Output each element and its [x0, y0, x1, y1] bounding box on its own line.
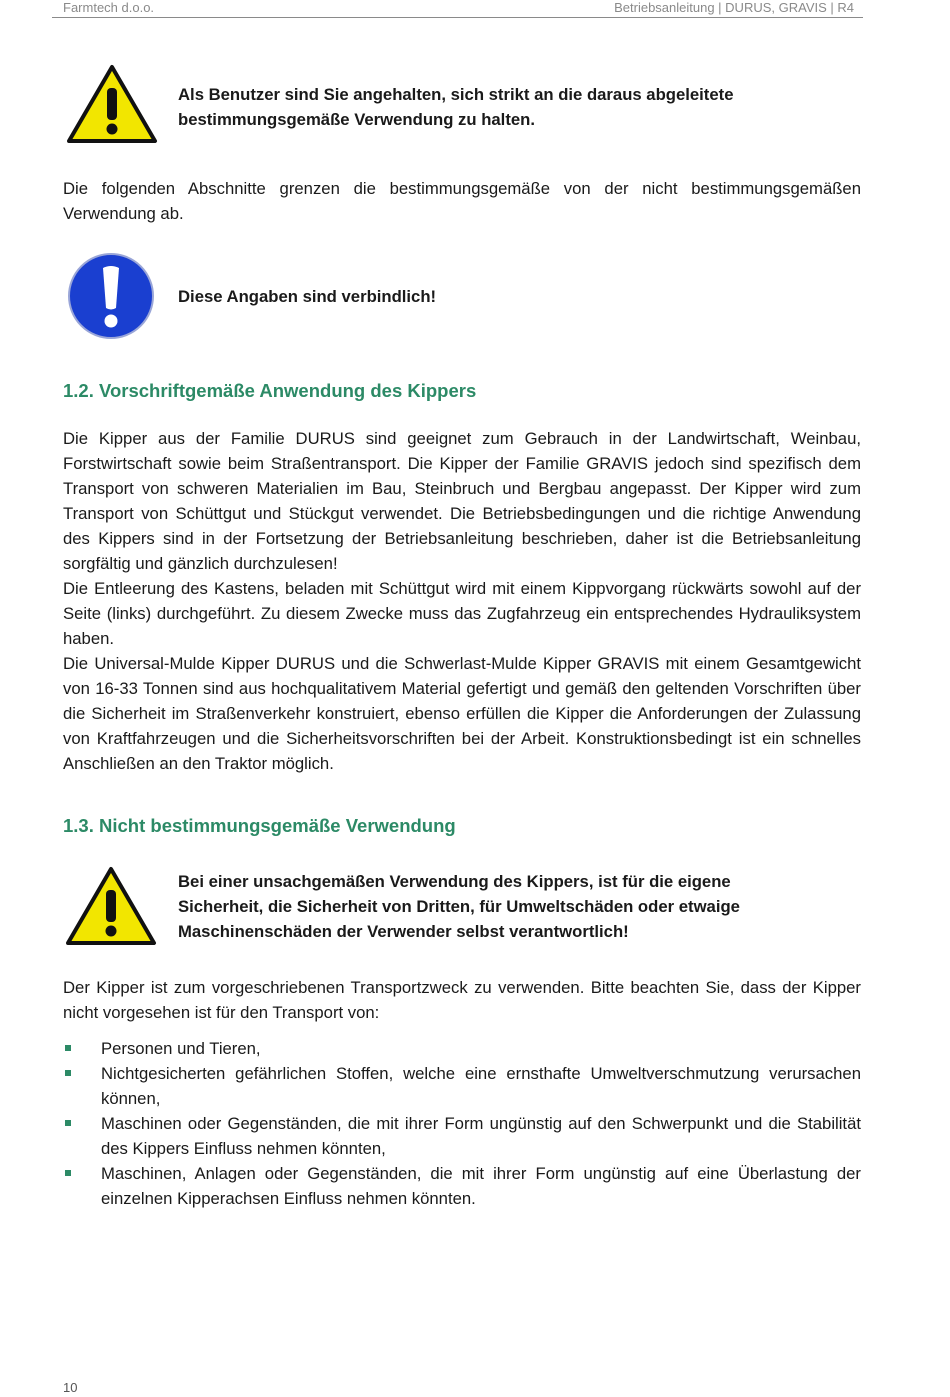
bullet-square-icon	[65, 1045, 71, 1051]
not-permitted-transport-list	[63, 1036, 861, 1211]
list-item: Personen und Tieren,	[63, 1036, 861, 1061]
bullet-square-icon	[65, 1120, 71, 1126]
header-company: Farmtech d.o.o.	[63, 0, 155, 15]
warning-note-misuse: Bei einer unsachgemäßen Verwendung des Kippers, ist für die eigene Sicherheit, die Sicherheit von Dritten, für Umweltschäden oder etwaige Maschinenschäden der Verwender selbst verantwortlich!	[178, 872, 740, 941]
header-document-title: Betriebsanleitung | DURUS, GRAVIS | R4	[614, 0, 854, 15]
section-1-2-paragraph-3: Die Universal-Mulde Kipper DURUS und die Schwerlast-Mulde Kipper GRAVIS mit einem Gesamtgewicht von 16-33 Tonnen sind aus hochqualitativem Material gefertigt und gemäß den geltenden Vorschriften über die Sicherheit im Straßenverkehr konstruiert, ebenso erfüllen die Kipper die Anforderungen der Zulassung von Kraftfahrzeugen und die Sicherheitsvorschriften bei der Arbeit. Konstruktionsbedingt ist ein schnelles Anschließen an den Traktor möglich.	[63, 654, 861, 773]
bullet-square-icon	[65, 1170, 71, 1176]
list-item: Nichtgesicherten gefährlichen Stoffen, welche eine ernsthafte Umweltverschmutzung verursachen können,	[63, 1061, 861, 1111]
warning-triangle-icon	[66, 64, 158, 144]
section-1-2-paragraph-2: Die Entleerung des Kastens, beladen mit Schüttgut wird mit einem Kippvorgang rückwärts sowohl auf der Seite (links) durchgeführt. Zu diesem Zwecke muss das Zugfahrzeug ein entsprechendes Hydrauliksystem haben.	[63, 579, 861, 648]
list-item: Maschinen, Anlagen oder Gegenständen, die mit ihrer Form ungünstig auf eine Überlastung der einzelnen Kipperachsen Einfluss nehmen könnten.	[63, 1161, 861, 1211]
info-note-text: Diese Angaben sind verbindlich!	[178, 287, 437, 306]
section-1-2-body	[63, 426, 861, 776]
info-exclamation-icon	[67, 252, 155, 340]
section-1-3-paragraph: Der Kipper ist zum vorgeschriebenen Transportzweck zu verwenden. Bitte beachten Sie, dass der Kipper nicht vorgesehen ist für den Transport von:	[63, 978, 861, 1022]
warning-note-usage: Als Benutzer sind Sie angehalten, sich strikt an die daraus abgeleitete bestimmungsgemäße Verwendung zu halten.	[178, 85, 734, 129]
warning-triangle-icon	[65, 866, 157, 946]
page-header	[52, 0, 863, 18]
list-item: Maschinen oder Gegenständen, die mit ihrer Form ungünstig auf den Schwerpunkt und die Stabilität des Kippers Einfluss nehmen könnten,	[63, 1111, 861, 1161]
section-1-2-heading: 1.2. Vorschriftgemäße Anwendung des Kippers	[63, 380, 477, 401]
bullet-square-icon	[65, 1070, 71, 1076]
section-1-2-paragraph-1: Die Kipper aus der Familie DURUS sind geeignet zum Gebrauch in der Landwirtschaft, Weinbau, Forstwirtschaft sowie beim Straßentransport. Die Kipper der Familie GRAVIS jedoch sind spezifisch dem Transport von schweren Materialien im Bau, Steinbruch und Bergbau angepasst. Der Kipper wird zum Transport von Schüttgut und Stückgut verwendet. Die Betriebsbedingungen und die richtige Anwendung des Kippers sind in der Fortsetzung der Betriebsanleitung beschrieben, daher ist die Betriebsanleitung sorgfältig und gänzlich durchzulesen!	[63, 429, 861, 573]
intro-paragraph: Die folgenden Abschnitte grenzen die bestimmungsgemäße von der nicht bestimmungsgemäßen Verwendung ab.	[63, 179, 861, 223]
page-number: 10	[63, 1380, 78, 1395]
section-1-3-heading: 1.3. Nicht bestimmungsgemäße Verwendung	[63, 815, 456, 836]
